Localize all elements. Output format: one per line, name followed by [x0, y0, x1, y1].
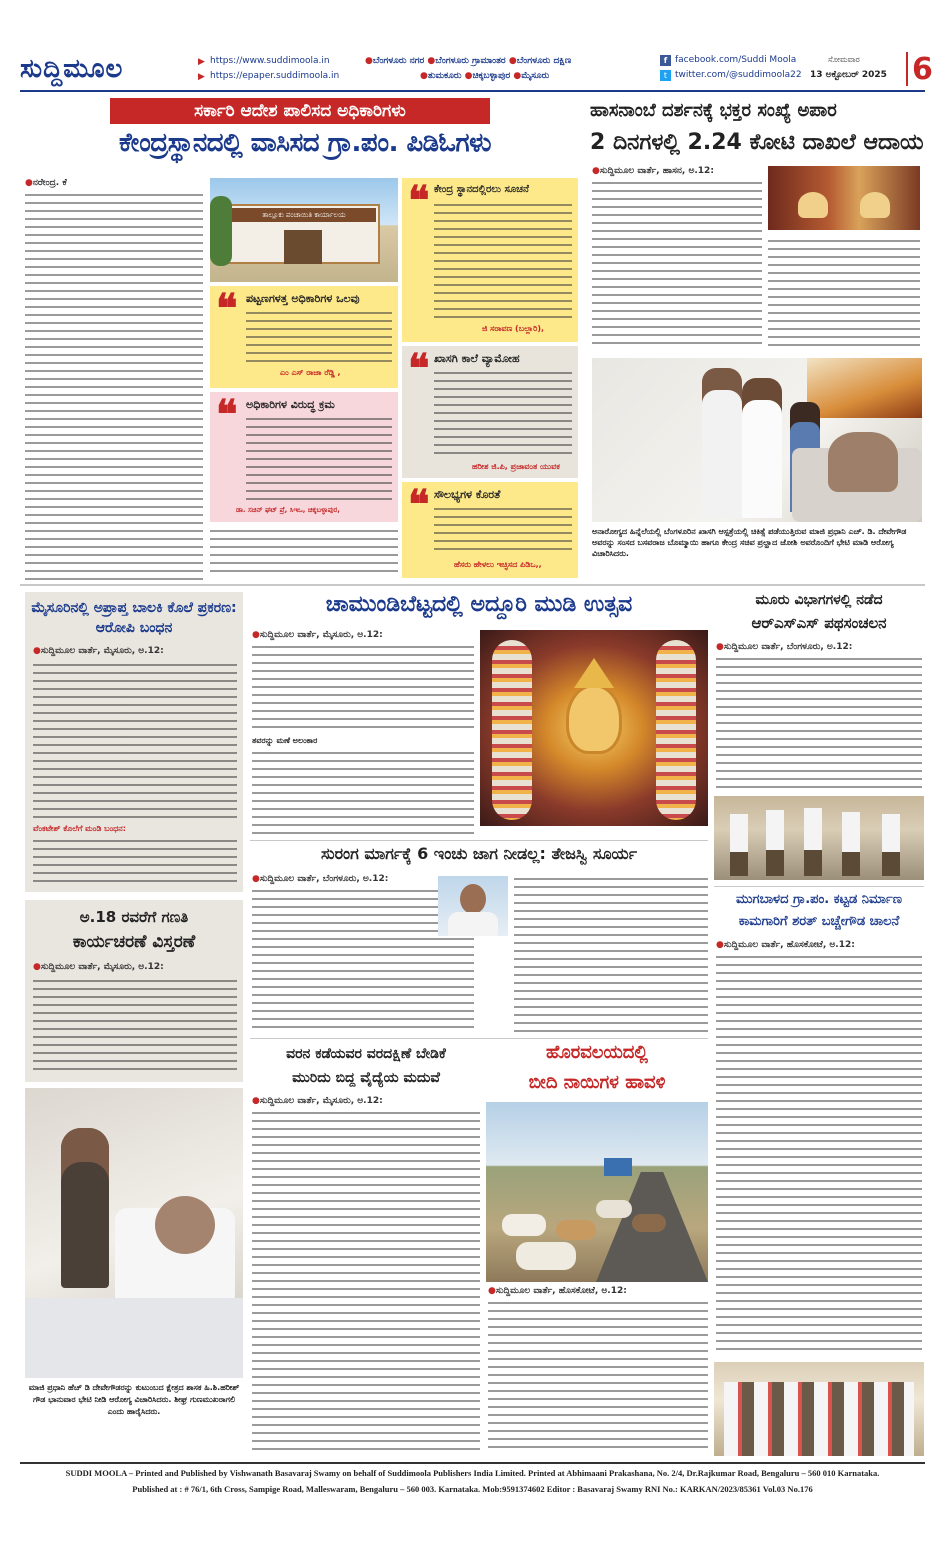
facebook-link[interactable]: facebook.com/Suddi Moola	[675, 55, 797, 65]
quote-icon: ❝	[408, 177, 430, 224]
box-kendra	[402, 178, 578, 342]
box-kendra-title: ಕೇಂದ್ರ ಸ್ಥಾನದಲ್ಲಿರಲು ಸೂಚನೆ	[434, 184, 529, 195]
ganati-body-text	[33, 976, 237, 1076]
dog-3	[596, 1200, 632, 1218]
rss-body-text	[716, 654, 922, 790]
mysuru-headline: ಮೈಸೂರಿನಲ್ಲಿ ಅಪ್ರಾಪ್ತ ಬಾಲಕಿ ಕೊಲೆ ಪ್ರಕರಣ: ಆರೋಪಿ ಬಂಧನ	[31, 600, 237, 636]
hasanamba-body-text	[592, 178, 762, 348]
hasanamba-body-text-2	[768, 236, 920, 352]
hospital-bird-art	[807, 358, 922, 418]
box-kendra-attribution: ಜಿ ಸರಾವಣ (ಬಲ್ಲಾರಿ),	[482, 324, 545, 333]
temple-idol-left	[798, 192, 828, 218]
footer-line-1: SUDDI MOOLA – Printed and Published by Vishwanath Basavaraj Swamy on behalf of Suddimoola Publishers India Limited. Printed at Abhimaani Prakashana, No. 2/4, Dr.Rajkumar Road, Bengaluru – 560 010 Karnataka.	[65, 1468, 880, 1478]
lead-kicker: ಸರ್ಕಾರಿ ಆದೇಶ ಪಾಲಿಸದ ಅಧಿಕಾರಿಗಳು	[110, 98, 490, 124]
ganati-headline-1: ಅ.18 ರವರೆಗೆ ಗಣತಿ	[79, 908, 189, 926]
hkpatil-photo-caption: ಮಾಜಿ ಪ್ರಧಾನಿ ಹೆಚ್ ಡಿ ದೇವೇಗೌಡರನ್ನು ಕುಟುಂಬದ ಕ್ಷೇತ್ರದ ಶಾಸಕ ಹಿ.ಶಿ.ಹರೀಶ್ ಗೌಡ ಭಾನುವಾರ ಭೇಟಿ ನೀಡಿ ಆರೋಗ್ಯ ವಿಚಾರಿಸಿದರು. ಶೀಘ್ರ ಗುಣಮುಖರಾಗಲಿ ಎಂದು ಹಾರೈಸಿದರು.	[28, 1383, 240, 1416]
hospital-photo-caption: ಅನಾರೋಗ್ಯದ ಹಿನ್ನೆಲೆಯಲ್ಲಿ ಬೆಂಗಳೂರಿನ ಖಾಸಗಿ ಆಸ್ಪತ್ರೆಯಲ್ಲಿ ಚಿಕಿತ್ಸೆ ಪಡೆಯುತ್ತಿರುವ ಮಾಜಿ ಪ್ರಧಾನಿ ಎಚ್. ಡಿ. ದೇವೇಗೌಡ ಅವರನ್ನು ಸಂಸದ ಬಸವರಾಜ ಬೊಮ್ಮಾಯಿ ಹಾಗೂ ಕೇಂದ್ರ ಸಚಿವ ಪ್ರಲ್ಹಾದ ಜೋಶಿ ಅವರೊಂದಿಗೆ ಭೇಟಿ ಮಾಡಿ ಆರೋಗ್ಯ ವಿಚಾರಿಸಿದರು.	[592, 527, 907, 558]
hasanamba-temple-photo	[768, 166, 920, 230]
hasanamba-byline: ● ಸುದ್ದಿಮೂಲ ವಾರ್ತೆ, ಹಾಸನ, ಅ.12:	[592, 166, 762, 176]
box-saulabhya-text	[434, 504, 572, 554]
section-rule	[714, 886, 924, 887]
box-saulabhya	[402, 482, 578, 578]
hasanamba-headline-2: 2 ದಿನಗಳಲ್ಲಿ 2.24 ಕೋಟಿ ದಾಖಲೆ ಆದಾಯ	[590, 130, 924, 155]
box-khasagi-attribution: ಹರೀಶ ಜಿ.ಪಿ, ಪ್ರಜಾವಂತ ಯುವಕ	[472, 462, 560, 471]
edition-link[interactable]: ● ಚಿಕ್ಕಬಳ್ಳಾಪುರ	[465, 71, 511, 81]
box-kramake-attribution: ಡಾ. ಸಚಿನ್ ಘಟ್ ಪ್ರೆ, ಸಿಇಒ, ಚಿಕ್ಕಬಳ್ಳಾಪುರ,	[236, 506, 340, 514]
dogs-headline-2: ಬೀದಿ ನಾಯಿಗಳ ಹಾವಳಿ	[528, 1072, 666, 1093]
tejasvi-shirt	[448, 912, 498, 936]
bus	[604, 1158, 632, 1176]
person-left	[702, 368, 742, 518]
office-tree	[210, 196, 232, 266]
chamundi-deity-photo	[480, 630, 708, 826]
patient	[828, 432, 898, 492]
dogs-headline-1: ಹೊರವಲಯದಲ್ಲಿ	[546, 1042, 648, 1063]
facebook-icon: f	[660, 55, 671, 66]
edition-link[interactable]: ● ಬೆಂಗಳೂರು ನಗರ	[365, 56, 424, 66]
globe-icon: ▶	[198, 57, 205, 67]
lead-body-text	[25, 190, 203, 582]
mysuru-byline: ● ಸುದ್ದಿಮೂಲ ವಾರ್ತೆ, ಮೈಸೂರು, ಅ.12:	[33, 646, 164, 656]
ganati-box	[25, 900, 243, 1082]
marcher-1	[730, 814, 748, 876]
gp-body-text	[716, 952, 922, 1356]
hasanamba-headline-1: ಹಾಸನಾಂಬೆ ದರ್ಶನಕ್ಕೆ ಭಕ್ತರ ಸಂಖ್ಯೆ ಅಪಾರ	[590, 100, 837, 121]
tejasvi-head	[460, 884, 486, 914]
ganati-headline-2: ಕಾರ್ಯಚರಣೆ ವಿಸ್ತರಣೆ	[72, 932, 196, 952]
mysuru-box	[25, 592, 243, 892]
editions-row-2	[420, 71, 549, 81]
mysuru-subhead: ವೆಂಕಟೇಶ್ ಕೊಲೆಗೆ ಮಂಡಿ ಬಂಧನ:	[33, 824, 126, 833]
dowry-headline-1: ವರನ ಕಡೆಯವರ ವರದಕ್ಷಿಣೆ ಬೇಡಿಕೆ	[286, 1046, 446, 1062]
chamundi-body-text	[252, 642, 474, 734]
page-number: 6	[906, 52, 928, 86]
section-rule	[20, 584, 925, 586]
lead-body-text-3	[210, 526, 398, 578]
epaper-url-link[interactable]: https://epaper.suddimoola.in	[210, 71, 340, 81]
edition-link[interactable]: ● ಬೆಂಗಳೂರು ಗ್ರಾಮಾಂತರ	[427, 56, 505, 66]
quote-icon: ❝	[216, 391, 238, 438]
rss-headline-1: ಮೂರು ವಿಭಾಗಗಳಲ್ಲಿ ನಡೆದ	[755, 592, 883, 608]
box-kramake	[210, 392, 398, 522]
dowry-body-text	[252, 1108, 480, 1452]
tejasvi-photo	[438, 876, 508, 936]
dowry-headline-2: ಮುರಿದು ಬಿದ್ದ ವೈದ್ಯೆಯ ಮದುವೆ	[292, 1070, 440, 1086]
deity-face	[566, 684, 622, 754]
masthead	[20, 52, 933, 88]
chamundi-headline: ಚಾಮುಂಡಿಬೆಟ್ಟದಲ್ಲಿ ಅದ್ದೂರಿ ಮುಡಿ ಉತ್ಸವ	[325, 592, 633, 617]
section-rule	[250, 1038, 708, 1039]
box-pattana	[210, 286, 398, 388]
temple-idol-right	[860, 192, 890, 218]
marcher-3	[804, 808, 822, 876]
quote-icon: ❝	[408, 345, 430, 392]
editions-row-1	[365, 56, 571, 66]
box-khasagi-text	[434, 368, 572, 456]
garlanded-group	[724, 1382, 914, 1456]
bed-sheet	[25, 1298, 243, 1378]
rss-headline-2: ಆರ್‌ಎಸ್‌ಎಸ್ ಪಥಸಂಚಲನ	[751, 614, 887, 632]
dog-4	[516, 1242, 576, 1270]
box-khasagi	[402, 346, 578, 478]
chamundi-body-text-2	[252, 748, 474, 840]
rss-byline: ● ಸುದ್ದಿಮೂಲ ವಾರ್ತೆ, ಬೆಂಗಳೂರು, ಅ.12:	[716, 642, 922, 652]
lead-story-body	[25, 178, 203, 578]
deity-garland-left	[492, 640, 532, 820]
office-sign: ತಾಲ್ಲೂಕು ಪಂಚಾಯಿತಿ ಕಾರ್ಯಾಲಯ	[232, 208, 376, 222]
box-kramake-title: ಅಧಿಕಾರಿಗಳ ವಿರುದ್ಧ ಕ್ರಮ	[246, 398, 335, 411]
gp-body	[716, 940, 922, 1358]
epaper-icon: ▶	[198, 72, 205, 82]
chamundi-body	[252, 630, 474, 836]
dog-1	[502, 1214, 546, 1236]
tunnel-body-text-2	[514, 874, 708, 1034]
dowry-byline: ● ಸುದ್ದಿಮೂಲ ವಾರ್ತೆ, ಮೈಸೂರು, ಅ.12:	[252, 1096, 480, 1106]
dogs-body	[488, 1286, 708, 1456]
marcher-2	[766, 810, 784, 876]
gp-headline-2: ಕಾಮಗಾರಿಗೆ ಶರತ್ ಬಚ್ಚೇಗೌಡ ಚಾಲನೆ	[738, 914, 900, 929]
footer-rule	[20, 1462, 925, 1464]
stray-dogs-photo	[486, 1102, 708, 1282]
footer-line-2: Published at : # 76/1, 6th Cross, Sampige Road, Malleswaram, Bengaluru – 560 003. Karnataka. Mob:9591374602 Editor : Basavaraj Swamy RNI No.: KARKAN/2023/85361 Vol.03 No.176	[132, 1484, 813, 1494]
chamundi-subhead: ತವರನ್ನು ಮಣೆ ಅಲಂಕಾರ	[252, 736, 318, 745]
twitter-link[interactable]: twitter.com/@suddimoola22	[675, 70, 802, 80]
marcher-5	[882, 814, 900, 876]
gp-byline: ● ಸುದ್ದಿಮೂಲ ವಾರ್ತೆ, ಹೊಸಕೋಟೆ, ಅ.12:	[716, 940, 922, 950]
office-door	[284, 230, 322, 264]
edition-link[interactable]: ● ಬೆಂಗಳೂರು ದಕ್ಷಿಣ	[509, 56, 571, 66]
gp-ceremony-photo	[714, 1362, 924, 1456]
twitter-icon: t	[660, 70, 671, 81]
dogs-byline: ● ಸುದ್ದಿಮೂಲ ವಾರ್ತೆ, ಹೊಸಕೋಟೆ, ಅ.12:	[488, 1286, 708, 1296]
visitor-figure	[61, 1128, 109, 1288]
tunnel-headline: ಸುರಂಗ ಮಾರ್ಗಕ್ಕೆ 6 ಇಂಚು ಜಾಗ ನೀಡಲ್ಲ: ತೇಜಸ್ವಿ ಸೂರ್ಯ	[321, 844, 637, 863]
gp-headline-1: ಮುಗಬಾಳದ ಗ್ರಾ.ಪಂ. ಕಟ್ಟಡ ನಿರ್ಮಾಣ	[736, 892, 902, 907]
dogs-body-text	[488, 1298, 708, 1454]
masthead-logo[interactable]: ಸುದ್ದಿಮೂಲ	[20, 54, 124, 84]
dowry-body	[252, 1096, 480, 1456]
box-kendra-text	[434, 200, 572, 318]
lead-office-photo	[210, 178, 398, 282]
hasanamba-body	[592, 166, 762, 352]
rss-march-photo	[714, 796, 924, 880]
bed-patient	[155, 1196, 215, 1254]
deity-garland-right	[656, 640, 696, 820]
chamundi-byline: ● ಸುದ್ದಿಮೂಲ ವಾರ್ತೆ, ಮೈಸೂರು, ಅ.12:	[252, 630, 474, 640]
mysuru-body-text-2	[33, 836, 237, 886]
dog-5	[632, 1214, 666, 1232]
lead-headline: ಕೇಂದ್ರಸ್ಥಾನದಲ್ಲಿ ವಾಸಿಸದ ಗ್ರಾ.ಪಂ. ಪಿಡಿಓಗಳು	[119, 128, 491, 158]
date-label: 13 ಅಕ್ಟೋಬರ್ 2025	[810, 70, 887, 80]
box-saulabhya-title: ಸೌಲಭ್ಯಗಳ ಕೊರತೆ	[434, 488, 501, 501]
dog-2	[556, 1220, 596, 1240]
edition-link[interactable]: ● ಮೈಸೂರು	[513, 71, 549, 81]
weekday-label: ಸೋಮವಾರ	[828, 55, 860, 64]
section-rule	[250, 840, 708, 841]
edition-link[interactable]: ● ತುಮಕೂರು	[420, 71, 461, 81]
lead-byline: ● ನರೇಂದ್ರ. ಕೆ	[25, 178, 203, 188]
rss-body	[716, 642, 922, 792]
masthead-rule	[20, 90, 925, 92]
mysuru-body-text	[33, 660, 237, 820]
person-center	[742, 378, 782, 518]
box-saulabhya-attribution: ಹೆಸರು ಹೇಳಲು ಇಚ್ಛಿಸದ ಪಿಡಿಒ,,	[454, 560, 542, 569]
tunnel-byline: ● ಸುದ್ದಿಮೂಲ ವಾರ್ತೆ, ಬೆಂಗಳೂರು, ಅ.12:	[252, 874, 474, 884]
ganati-byline: ● ಸುದ್ದಿಮೂಲ ವಾರ್ತೆ, ಮೈಸೂರು, ಅ.12:	[33, 962, 164, 972]
box-khasagi-title: ಖಾಸಗಿ ಕಾಲೆ ವ್ಯಾಮೋಹ	[434, 352, 520, 365]
hospital-photo	[592, 358, 922, 522]
quote-icon: ❝	[216, 285, 238, 332]
deity-crown	[574, 658, 614, 688]
marcher-4	[842, 812, 860, 876]
box-pattana-title: ಪಟ್ಟಣಗಳತ್ತ ಅಧಿಕಾರಿಗಳ ಒಲವು	[246, 292, 360, 305]
box-kramake-text	[246, 414, 392, 502]
quote-icon: ❝	[408, 481, 430, 528]
hkpatil-photo	[25, 1088, 243, 1378]
box-pattana-attribution: ಎಂ ಎಸ್ ರಾಜಾ ರೆಡ್ಡಿ ,	[280, 368, 341, 377]
box-pattana-text	[246, 308, 392, 364]
site-url-link[interactable]: https://www.suddimoola.in	[210, 56, 330, 66]
